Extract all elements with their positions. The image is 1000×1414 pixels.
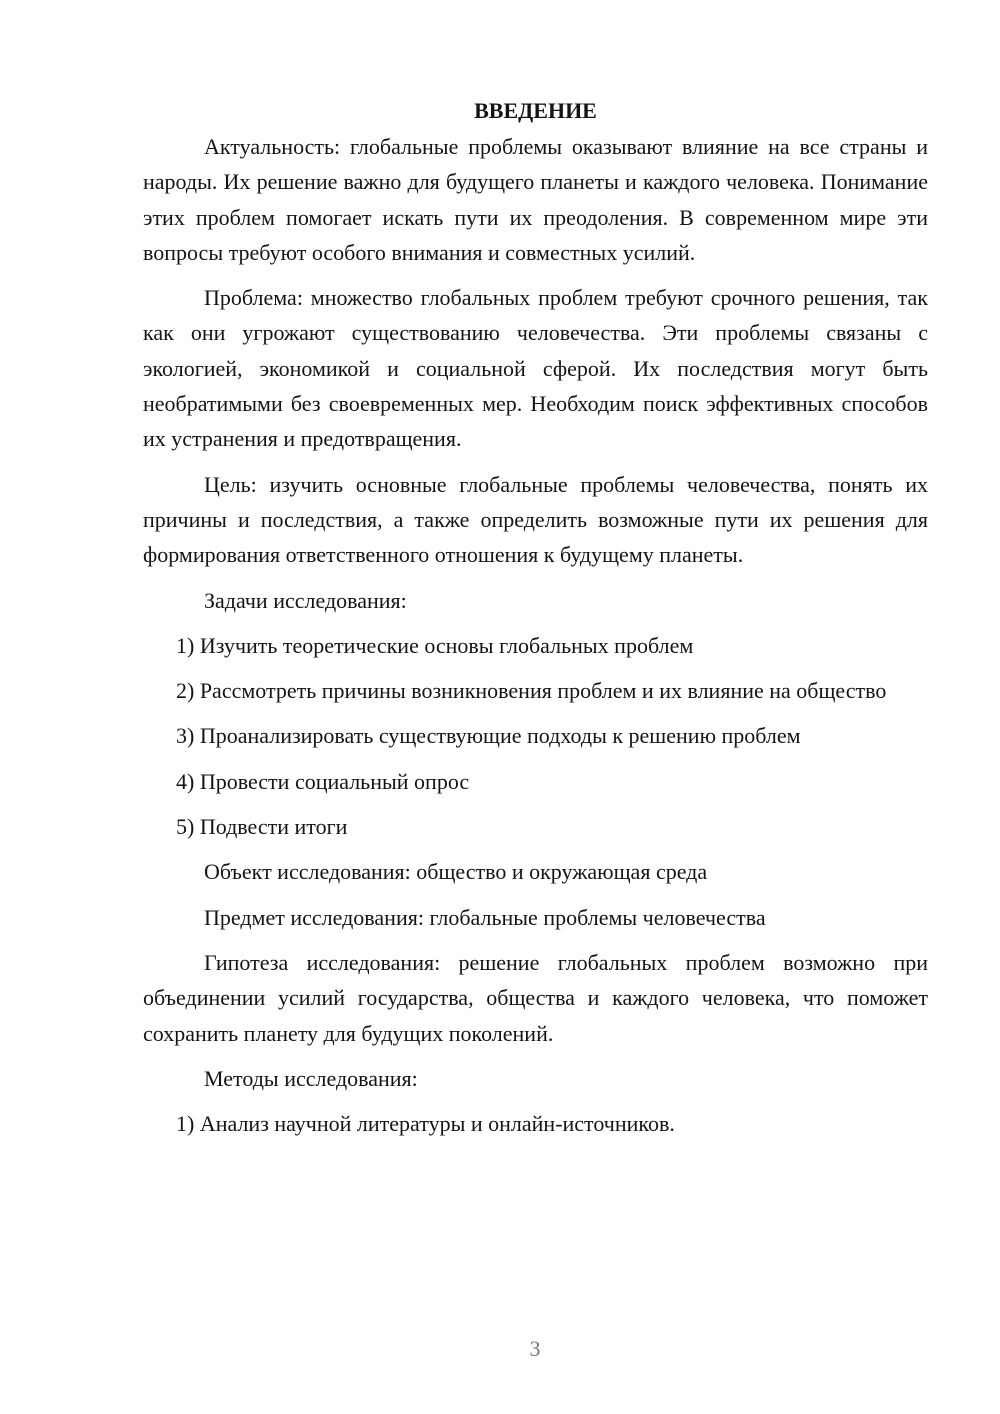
task-item-3: 3) Проанализировать существующие подходы к решению проблем: [176, 723, 801, 749]
problem-paragraph: Проблема: множество глобальных проблем требуют срочного решения, так как они угрожают существованию человечества. Эти проблемы связаны с экологией, экономикой и социальной сферой. Их последствия могут быть необратимыми без своевременных мер. Необходим поиск эффективных способов их устранения и предотвращения.: [143, 285, 928, 452]
research-subject: Предмет исследования: глобальные проблемы человечества: [204, 904, 766, 930]
task-item-2: 2) Рассмотреть причины возникновения проблем и их влияние на общество: [176, 678, 887, 704]
hypothesis-paragraph: Гипотеза исследования: решение глобальных проблем возможно при объединении усилий государства, общества и каждого человека, что поможет сохранить планету для будущих поколений.: [143, 949, 928, 1046]
task-item-5: 5) Подвести итоги: [176, 814, 348, 840]
tasks-heading: Задачи исследования:: [204, 587, 407, 613]
task-item-4: 4) Провести социальный опрос: [176, 768, 470, 794]
page-number: 3: [529, 1336, 541, 1361]
task-item-1: 1) Изучить теоретические основы глобальных проблем: [176, 632, 694, 658]
methods-heading: Методы исследования:: [204, 1065, 418, 1091]
goal-paragraph: Цель: изучить основные глобальные проблемы человечества, понять их причины и последствия, а также определить возможные пути их решения для формирования ответственного отношения к будущему планеты.: [143, 471, 928, 568]
research-object: Объект исследования: общество и окружающая среда: [204, 859, 708, 885]
method-item-1: 1) Анализ научной литературы и онлайн-источников.: [176, 1111, 675, 1137]
section-title: ВВЕДЕНИЕ: [474, 98, 597, 123]
relevance-paragraph: Актуальность: глобальные проблемы оказывают влияние на все страны и народы. Их решение важно для будущего планеты и каждого человека. Понимание этих проблем помогает искать пути их преодоления. В современном мире эти вопросы требуют особого внимания и совместных усилий.: [143, 134, 928, 265]
document-page: [143, 95, 928, 1151]
